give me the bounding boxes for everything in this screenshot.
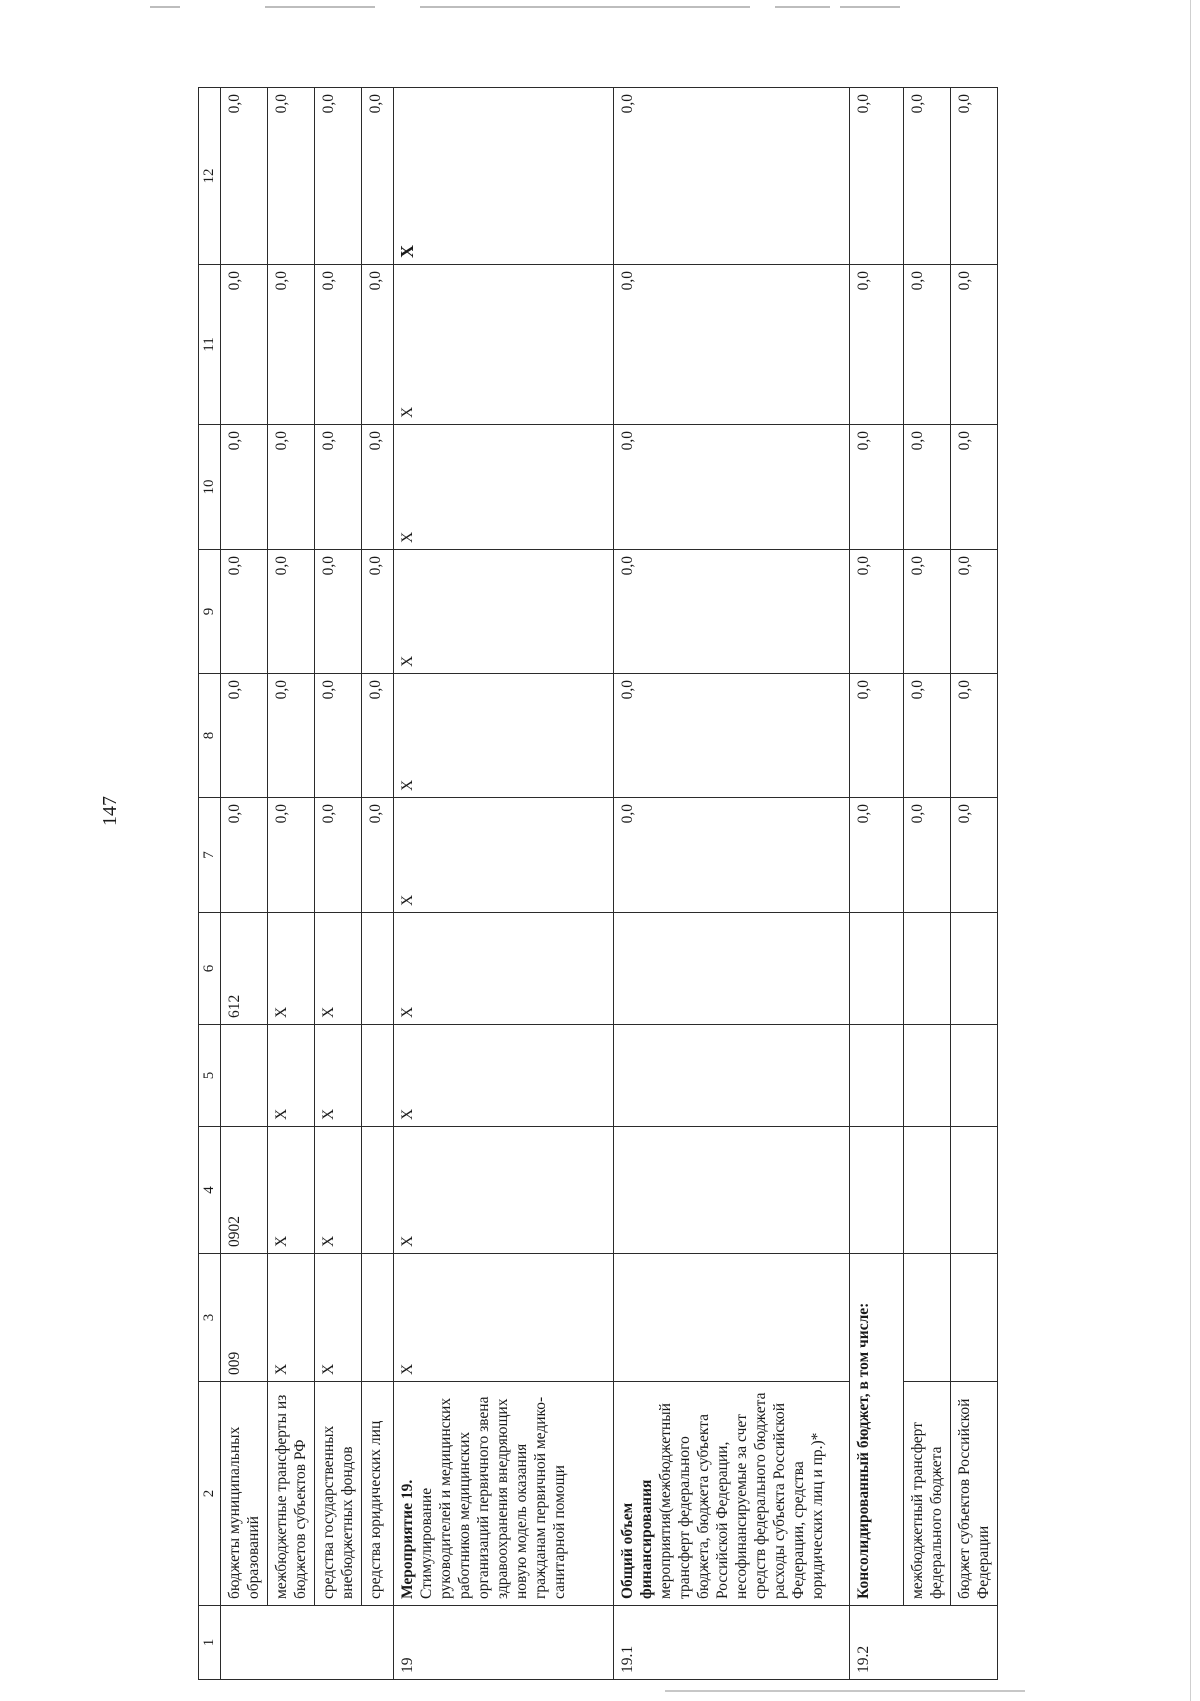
row-number: 19.2 [850,1606,998,1680]
row-title: Консолидированный бюджет, в том числе: [855,1302,872,1599]
column-number: 11 [199,265,221,425]
row-name-cell [394,1382,614,1606]
value-cell: 0,0 [362,265,394,425]
column-number: 4 [199,1127,221,1254]
value-cell: 0,0 [362,88,394,265]
code-cell: X [394,1025,614,1127]
code-cell [221,1025,268,1127]
code-cell: X [315,1254,362,1382]
scan-artifact [665,1690,1025,1692]
value-cell: 0,0 [221,88,268,265]
table-row [315,88,362,1680]
financing-table-container [198,88,1018,1680]
code-cell [951,1127,998,1254]
value-cell: 0,0 [850,88,904,265]
code-cell [614,1127,850,1254]
column-number: 3 [199,1254,221,1382]
row-name: средства юридических лиц [362,1382,394,1606]
value-cell: 0,0 [614,674,850,798]
value-cell: 0,0 [362,674,394,798]
value-cell: 0,0 [268,88,315,265]
value-cell: 0,0 [268,550,315,674]
value-cell: 0,0 [221,798,268,913]
row-name: бюджеты муниципальных образований [221,1382,268,1606]
value-cell: X [394,88,614,265]
row-title: Общий объем финансирования [619,1479,655,1599]
value-cell: 0,0 [850,550,904,674]
value-cell: 0,0 [315,798,362,913]
value-cell: 0,0 [221,674,268,798]
code-cell: X [315,1127,362,1254]
code-cell: X [268,1254,315,1382]
code-cell [951,1025,998,1127]
scan-artifact [420,6,750,8]
value-cell: 0,0 [904,550,951,674]
value-cell: 0,0 [850,674,904,798]
value-cell: 0,0 [268,265,315,425]
table-row [850,88,904,1680]
value-cell: 0,0 [315,550,362,674]
row-number: 19.1 [614,1606,850,1680]
code-cell: X [394,913,614,1025]
value-cell: 0,0 [315,674,362,798]
code-cell: X [394,1254,614,1382]
value-cell: 0,0 [362,550,394,674]
code-cell [614,1025,850,1127]
scan-artifact [265,6,375,8]
page-edge [1190,0,1191,1701]
row-name: межбюджетные трансферты из бюджетов субъектов РФ [268,1382,315,1606]
value-cell: 0,0 [221,425,268,550]
table-row [904,88,951,1680]
row-name-cell [614,1382,850,1606]
value-cell: 0,0 [904,425,951,550]
code-cell [362,1127,394,1254]
row-name: бюджет субъектов Российской Федерации [951,1382,998,1606]
code-cell [904,1254,951,1382]
value-cell: 0,0 [268,798,315,913]
column-number: 9 [199,550,221,674]
value-cell: 0,0 [221,265,268,425]
value-cell: 0,0 [315,425,362,550]
table-row [221,88,268,1680]
row-name-cell [850,1254,904,1606]
row-name: мероприятия(межбюджетный трансферт федерального бюджета, бюджета субъекта Российской Федерации, несофинансируемые за счет средств федерального бюджета расходы субъекта Российской Федерации, средства юридических лиц и пр.)* [657,1392,826,1599]
code-cell [614,913,850,1025]
table-row [614,88,850,1680]
row-name: межбюджетный трансферт федерального бюджета [904,1382,951,1606]
code-cell: 009 [221,1254,268,1382]
column-number: 7 [199,798,221,913]
value-cell: 0,0 [362,425,394,550]
value-cell: 0,0 [268,674,315,798]
code-cell [362,913,394,1025]
value-cell: 0,0 [315,88,362,265]
page-number: 147 [99,796,121,826]
financing-table [198,87,998,1680]
column-number: 2 [199,1382,221,1606]
value-cell: 0,0 [850,798,904,913]
value-cell: 0,0 [268,425,315,550]
code-cell [904,1127,951,1254]
code-cell: X [268,1025,315,1127]
value-cell: 0,0 [362,798,394,913]
value-cell: X [394,265,614,425]
value-cell: 0,0 [850,425,904,550]
row-name: средства государственных внебюджетных фондов [315,1382,362,1606]
value-cell: 0,0 [614,550,850,674]
scan-artifact [775,6,830,8]
code-cell: X [315,913,362,1025]
code-cell [850,1127,904,1254]
row-number: 19 [394,1606,614,1680]
code-cell [904,1025,951,1127]
value-cell: 0,0 [904,674,951,798]
code-cell: 612 [221,913,268,1025]
code-cell [614,1254,850,1382]
value-cell: 0,0 [614,425,850,550]
code-cell [951,1254,998,1382]
row-title: Мероприятие 19. [399,1479,416,1599]
row-name: Стимулирование руководителей и медицинских работников медицинских организаций первичного звена здравоохранения внедряющих новую модель оказания гражданам первичной медико-санитарной помощи [418,1396,568,1599]
code-cell [904,913,951,1025]
column-number-row [199,88,221,1680]
column-number: 8 [199,674,221,798]
value-cell: 0,0 [904,798,951,913]
table-row [394,88,614,1680]
code-cell [951,913,998,1025]
value-cell: 0,0 [904,88,951,265]
column-number: 5 [199,1025,221,1127]
value-cell: 0,0 [951,265,998,425]
table-row [362,88,394,1680]
code-cell: X [394,1127,614,1254]
value-cell: 0,0 [951,425,998,550]
value-cell: 0,0 [315,265,362,425]
column-number: 6 [199,913,221,1025]
value-cell: 0,0 [951,88,998,265]
scan-artifact [150,6,180,8]
value-cell: 0,0 [614,798,850,913]
code-cell: 0902 [221,1127,268,1254]
code-cell [850,913,904,1025]
code-cell: X [268,1127,315,1254]
code-cell [850,1025,904,1127]
value-cell: 0,0 [614,265,850,425]
column-number: 12 [199,88,221,265]
value-cell: X [394,798,614,913]
code-cell [362,1025,394,1127]
row-number [221,1606,394,1680]
code-cell: X [268,913,315,1025]
value-cell: X [394,550,614,674]
code-cell [362,1254,394,1382]
value-cell: 0,0 [951,550,998,674]
value-cell: 0,0 [850,265,904,425]
value-cell: 0,0 [221,550,268,674]
column-number: 10 [199,425,221,550]
code-cell: X [315,1025,362,1127]
value-cell: 0,0 [904,265,951,425]
value-cell: 0,0 [951,674,998,798]
table-row [268,88,315,1680]
value-cell: X [394,674,614,798]
value-cell: 0,0 [614,88,850,265]
value-cell: X [394,425,614,550]
value-cell: 0,0 [951,798,998,913]
table-row [951,88,998,1680]
column-number: 1 [199,1606,221,1680]
scan-artifact [840,6,900,8]
